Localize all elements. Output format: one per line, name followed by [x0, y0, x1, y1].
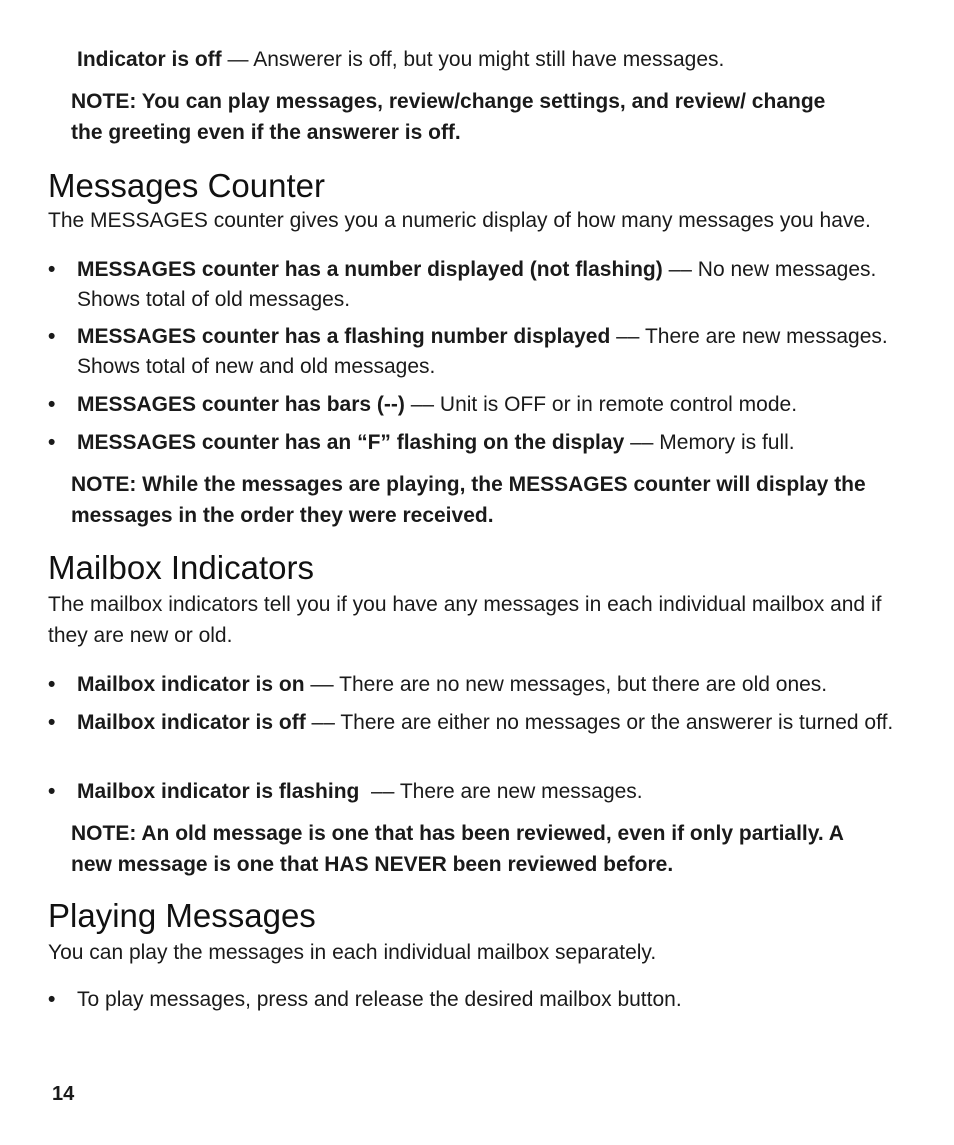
- list-item: [48, 985, 908, 1015]
- list-item-label: Mailbox indicator is off: [77, 711, 306, 734]
- list-item-text: –– Unit is OFF or in remote control mode.: [404, 393, 798, 416]
- indicator-off-text: — Answerer is off, but you might still have messages.: [221, 48, 725, 71]
- list-item-text: –– There are either no messages or the answerer is turned off.: [305, 711, 894, 734]
- indicator-off-line: [77, 44, 917, 75]
- bullet-icon: •: [48, 325, 56, 348]
- bullet-icon: •: [48, 780, 56, 803]
- bullet-icon: •: [48, 393, 56, 416]
- list-item-text: –– Memory is full.: [624, 431, 795, 454]
- bullet-icon: •: [48, 711, 56, 734]
- playing-messages-intro: You can play the messages in each individual mailbox separately.: [48, 941, 657, 964]
- answerer-note: NOTE: You can play messages, review/change settings, and review/ change the greeting even if the answerer is off.: [71, 90, 826, 144]
- bullet-icon: •: [48, 673, 56, 696]
- indicator-off-label: Indicator is off: [77, 48, 222, 71]
- list-item-label: Mailbox indicator is flashing: [77, 780, 360, 803]
- list-item: [48, 670, 908, 700]
- list-item: [48, 428, 908, 458]
- old-new-message-note: NOTE: An old message is one that has been reviewed, even if only partially. A new message is one that HAS NEVER been reviewed before.: [71, 822, 844, 876]
- list-item-text: –– There are new messages.: [359, 780, 643, 803]
- mailbox-indicators-heading: Mailbox Indicators: [48, 549, 314, 586]
- playing-messages-heading: Playing Messages: [48, 897, 316, 934]
- bullet-icon: •: [48, 988, 56, 1011]
- page-number: 14: [52, 1083, 75, 1105]
- list-item: [48, 322, 908, 382]
- list-item-text: To play messages, press and release the desired mailbox button.: [77, 988, 682, 1011]
- list-item-text: –– There are new messages. Shows total of new and old messages.: [77, 325, 888, 378]
- list-item: [48, 777, 908, 807]
- list-item-label: MESSAGES counter has bars (--): [77, 393, 405, 416]
- list-item: [48, 255, 908, 315]
- list-item: [48, 708, 908, 738]
- bullet-icon: •: [48, 258, 56, 281]
- bullet-icon: •: [48, 431, 56, 454]
- list-item-label: MESSAGES counter has an “F” flashing on the display: [77, 431, 625, 454]
- list-item-label: MESSAGES counter has a flashing number displayed: [77, 325, 611, 348]
- list-item-text: –– There are no new messages, but there are old ones.: [304, 673, 828, 696]
- mailbox-indicators-intro: The mailbox indicators tell you if you have any messages in each individual mailbox and if they are new or old.: [48, 593, 882, 647]
- messages-order-note: NOTE: While the messages are playing, the MESSAGES counter will display the messages in the order they were received.: [71, 473, 866, 527]
- list-item-label: Mailbox indicator is on: [77, 673, 305, 696]
- messages-counter-intro: The MESSAGES counter gives you a numeric display of how many messages you have.: [48, 209, 871, 232]
- list-item-label: MESSAGES counter has a number displayed (not flashing): [77, 258, 663, 281]
- list-item-text: –– No new messages. Shows total of old messages.: [77, 258, 877, 311]
- list-item: [48, 390, 908, 420]
- messages-counter-heading: Messages Counter: [48, 167, 325, 204]
